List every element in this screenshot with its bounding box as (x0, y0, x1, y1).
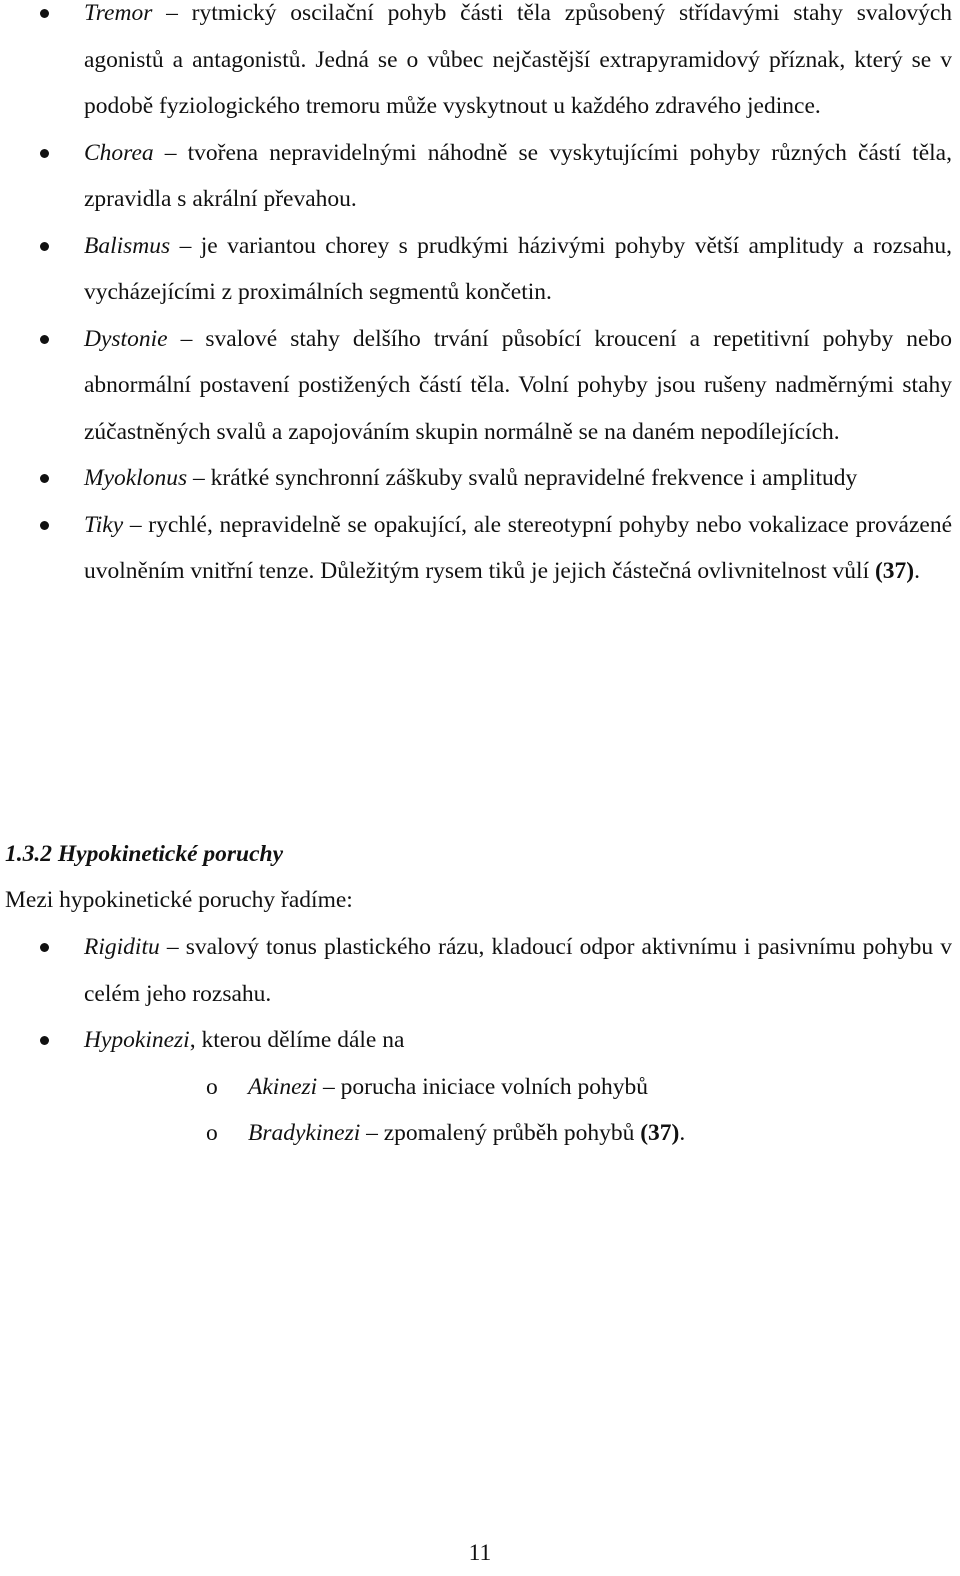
section-heading: 1.3.2 Hypokinetické poruchy (5, 841, 284, 867)
list-item (0, 1017, 960, 1157)
bullet-icon (40, 943, 49, 952)
definition-text: – je variantou chorey s prudkými házivými pohyby větší amplitudy a rozsahu, vycházejícími z proximálních segmentů končetin. (84, 232, 952, 305)
bullet-icon (40, 521, 49, 530)
sub-list-item (84, 1064, 952, 1111)
bullet-icon (40, 149, 49, 158)
page-number: 11 (468, 1540, 492, 1566)
list-item (0, 455, 960, 502)
hypokinezi-sublist (84, 1064, 952, 1157)
list-item (0, 130, 960, 223)
section-intro: Mezi hypokinetické poruchy řadíme: (5, 887, 353, 913)
definition-text: – porucha iniciace volních pohybů (317, 1073, 649, 1100)
list-item (0, 502, 960, 595)
term-bradykinezi: Bradykinezi (248, 1120, 361, 1146)
definition-text: , kterou dělíme dále na (189, 1027, 405, 1053)
bullet-icon (40, 335, 49, 344)
definition-tail: . (914, 558, 921, 584)
definition-tail: . (679, 1120, 686, 1146)
citation-ref: (37) (874, 558, 915, 584)
movement-disorders-list (0, 0, 960, 595)
definition-text: – rytmický oscilační pohyb části těla způsobený střídavými stahy svalových agonistů a antagonistů. Jedná se o vůbec nejčastější extrapyramidový příznak, který se v podobě fyziologického tremoru může vyskytnout u každého zdravého jedince. (84, 0, 952, 119)
definition-text: – svalový tonus plastického rázu, kladoucí odpor aktivnímu i pasivnímu pohybu v celém jeho rozsahu. (84, 934, 952, 1007)
term-balismus: Balismus (84, 232, 171, 259)
term-hypokinezi: Hypokinezi (84, 1027, 190, 1053)
term-tremor: Tremor (84, 0, 153, 26)
term-myoklonus: Myoklonus (84, 465, 188, 491)
list-item (0, 924, 960, 1017)
definition-text: – zpomalený průběh pohybů (360, 1120, 641, 1146)
list-item (0, 316, 960, 456)
hypokinetic-disorders-list (0, 924, 960, 1157)
sub-bullet-marker: o (206, 1120, 218, 1146)
sub-list-item (84, 1110, 952, 1157)
citation-ref: (37) (640, 1120, 680, 1146)
term-dystonie: Dystonie (84, 325, 168, 352)
term-chorea: Chorea (84, 139, 154, 166)
sub-bullet-marker: o (206, 1073, 218, 1100)
list-item (0, 0, 960, 130)
bullet-icon (40, 9, 49, 18)
definition-text: – rychlé, nepravidelně se opakující, ale stereotypní pohyby nebo vokalizace provázené uvolněním vnitřní tenze. Důležitým rysem tiků je jejich částečná ovlivnitelnost vůlí (84, 511, 952, 584)
list-item (0, 223, 960, 316)
definition-text: – svalové stahy delšího trvání působící kroucení a repetitivní pohyby nebo abnormální postavení postižených částí těla. Volní pohyby jsou rušeny nadměrnými stahy zúčastněných svalů a zapojováním skupin normálně se na daném nepodílejících. (84, 325, 952, 445)
bullet-icon (40, 474, 49, 483)
term-tiky: Tiky (84, 511, 124, 538)
bullet-icon (40, 1036, 49, 1045)
term-akinezi: Akinezi (248, 1073, 318, 1100)
term-rigiditu: Rigiditu (84, 934, 160, 960)
definition-text: – tvořena nepravidelnými náhodně se vyskytujícími pohyby různých částí těla, zpravidla s akrální převahou. (84, 139, 952, 212)
definition-text: – krátké synchronní záškuby svalů nepravidelné frekvence i amplitudy (187, 465, 858, 491)
bullet-icon (40, 242, 49, 251)
